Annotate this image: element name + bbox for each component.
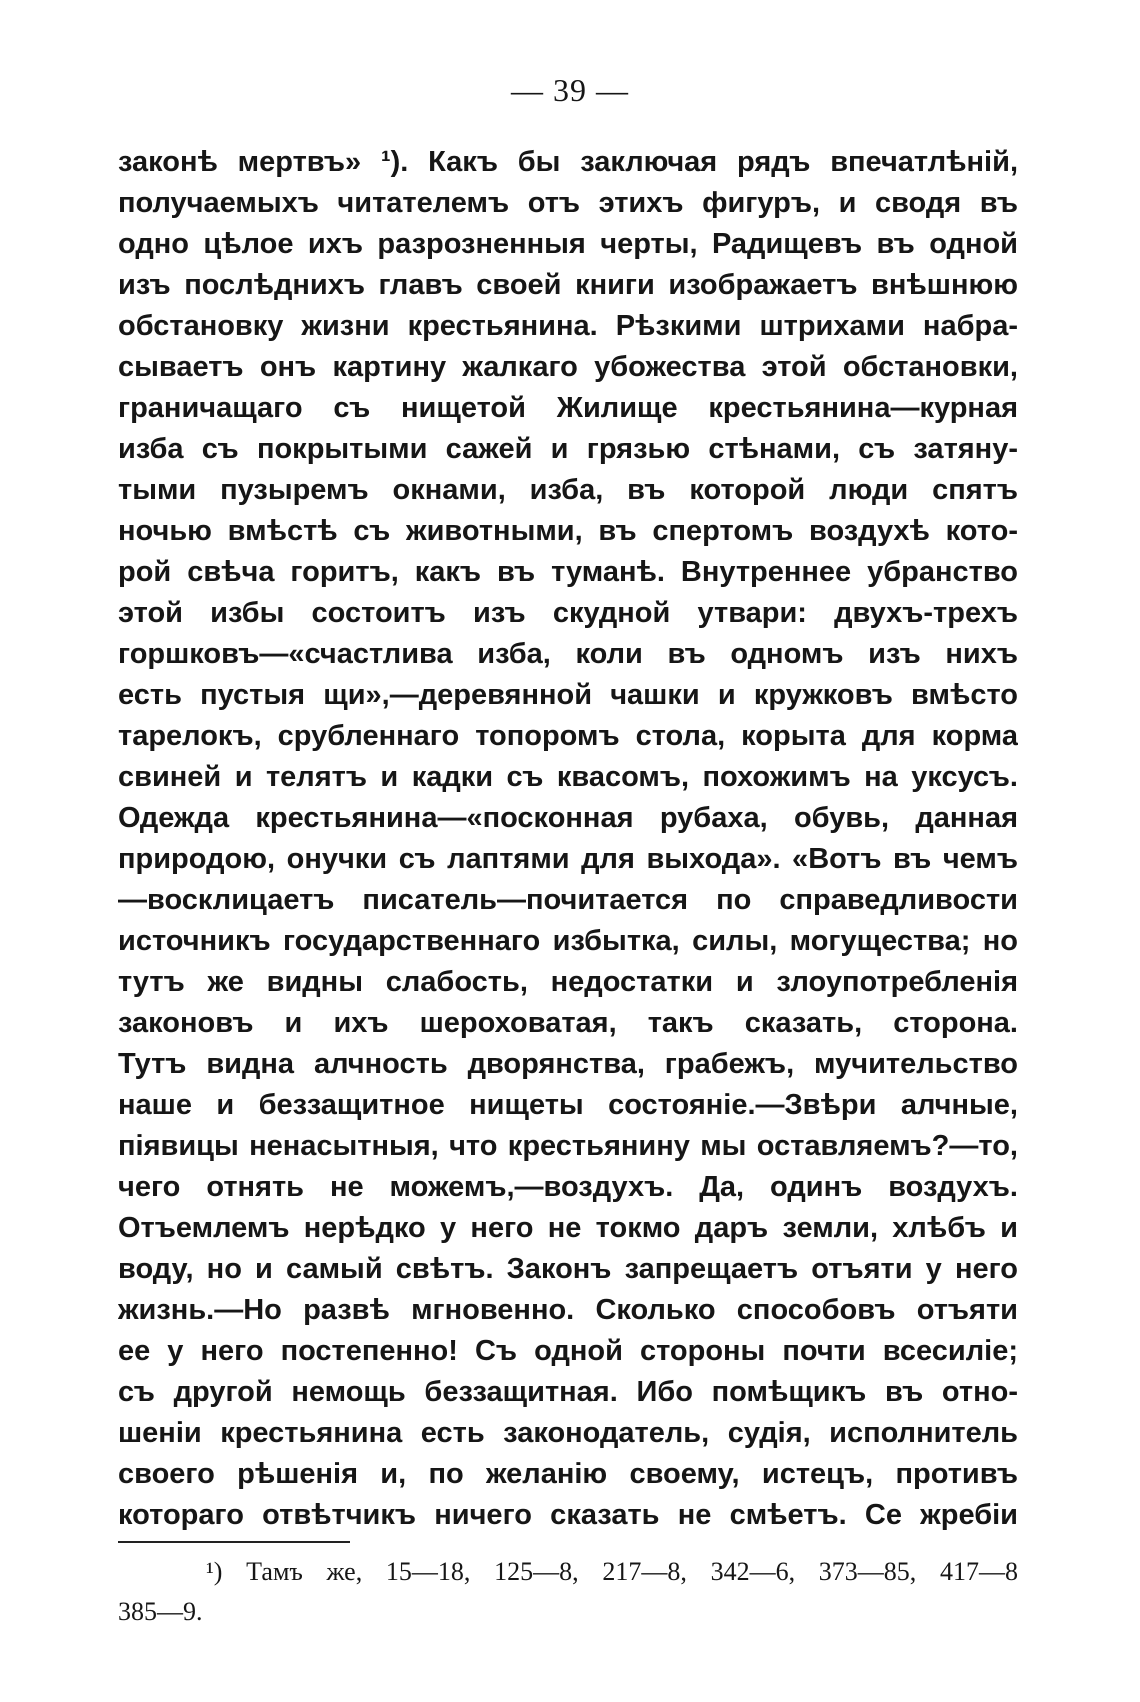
text-line: тыми пузыремъ окнами, изба, въ которой люди спятъ [118,474,1018,506]
text-line: обстановку жизни крестьянина. Рѣзкими штрихами набра- [118,310,1018,342]
text-line: есть пустыя щи»,—деревянной чашки и кружковъ вмѣсто [118,679,1018,711]
text-line: изба съ покрытыми сажей и грязью стѣнами, съ затяну- [118,433,1018,465]
text-line: горшковъ—«счастлива изба, коли въ одномъ изъ нихъ [118,638,1018,670]
page-number: — 39 — [511,72,629,108]
footnote-divider [118,1541,350,1543]
text-line: піявицы ненасытныя, что крестьянину мы оставляемъ?—то, [118,1130,1018,1162]
body-text [118,142,1018,1536]
text-line: природою, онучки съ лаптями для выхода». «Вотъ въ чемъ [118,843,1018,875]
text-line: свиней и телятъ и кадки съ квасомъ, похожимъ на уксусъ. [118,761,1018,793]
text-line: жизнь.—Но развѣ мгновенно. Сколько способовъ отъяти [118,1294,1018,1326]
text-line: воду, но и самый свѣтъ. Законъ запрещаетъ отъяти у него [118,1253,1018,1285]
text-line: законѣ мертвъ» ¹). Какъ бы заключая рядъ впечатлѣній, [118,146,1018,178]
text-line: тарелокъ, срубленнаго топоромъ стола, корыта для корма [118,720,1018,752]
text-line: ее у него постепенно! Съ одной стороны почти всесиліе; [118,1335,1018,1367]
text-line: шеніи крестьянина есть законодатель, судія, исполнитель [118,1417,1018,1449]
text-line: этой избы состоитъ изъ скудной утвари: двухъ-трехъ [118,597,1018,629]
text-line: рой свѣча горитъ, какъ въ туманѣ. Внутреннее убранство [118,556,1018,588]
text-line: чего отнять не можемъ,—воздухъ. Да, одинъ воздухъ. [118,1171,1018,1203]
text-line: Тутъ видна алчность дворянства, грабежъ, мучительство [118,1048,1018,1080]
text-line: —восклицаетъ писатель—почитается по справедливости [118,884,1018,916]
text-line: котораго отвѣтчикъ ничего сказать не смѣетъ. Се жребіи [118,1499,1018,1531]
text-line: сываетъ онъ картину жалкаго убожества этой обстановки, [118,351,1018,383]
text-line: граничащаго съ нищетой Жилище крестьянина—курная [118,392,1018,424]
text-line: своего рѣшенія и, по желанію своему, истецъ, противъ [118,1458,1018,1490]
text-line: одно цѣлое ихъ разрозненныя черты, Радищевъ въ одной [118,228,1018,260]
text-line: наше и беззащитное нищеты состояніе.—Звѣри алчные, [118,1089,1018,1121]
text-line: источникъ государственнаго избытка, силы, могущества; но [118,925,1018,957]
text-line: получаемыхъ читателемъ отъ этихъ фигуръ, и сводя въ [118,187,1018,219]
footnote-line: ¹) Тамъ же, 15—18, 125—8, 217—8, 342—6, 373—85, 417—8 [206,1557,1018,1586]
text-line: изъ послѣднихъ главъ своей книги изображаетъ внѣшнюю [118,269,1018,301]
footnote-line: 385—9. [118,1597,203,1626]
text-line: съ другой немощь беззащитная. Ибо помѣщикъ въ отно- [118,1376,1018,1408]
text-line: Отъемлемъ нерѣдко у него не токмо даръ земли, хлѣбъ и [118,1212,1018,1244]
text-line: Одежда крестьянина—«посконная рубаха, обувь, данная [118,802,1018,834]
text-line: тутъ же видны слабость, недостатки и злоупотребленія [118,966,1018,998]
text-line: ночью вмѣстѣ съ животными, въ спертомъ воздухѣ кото- [118,515,1018,547]
footnote [118,1552,1018,1632]
text-line: законовъ и ихъ шероховатая, такъ сказать, сторона. [118,1007,1018,1039]
